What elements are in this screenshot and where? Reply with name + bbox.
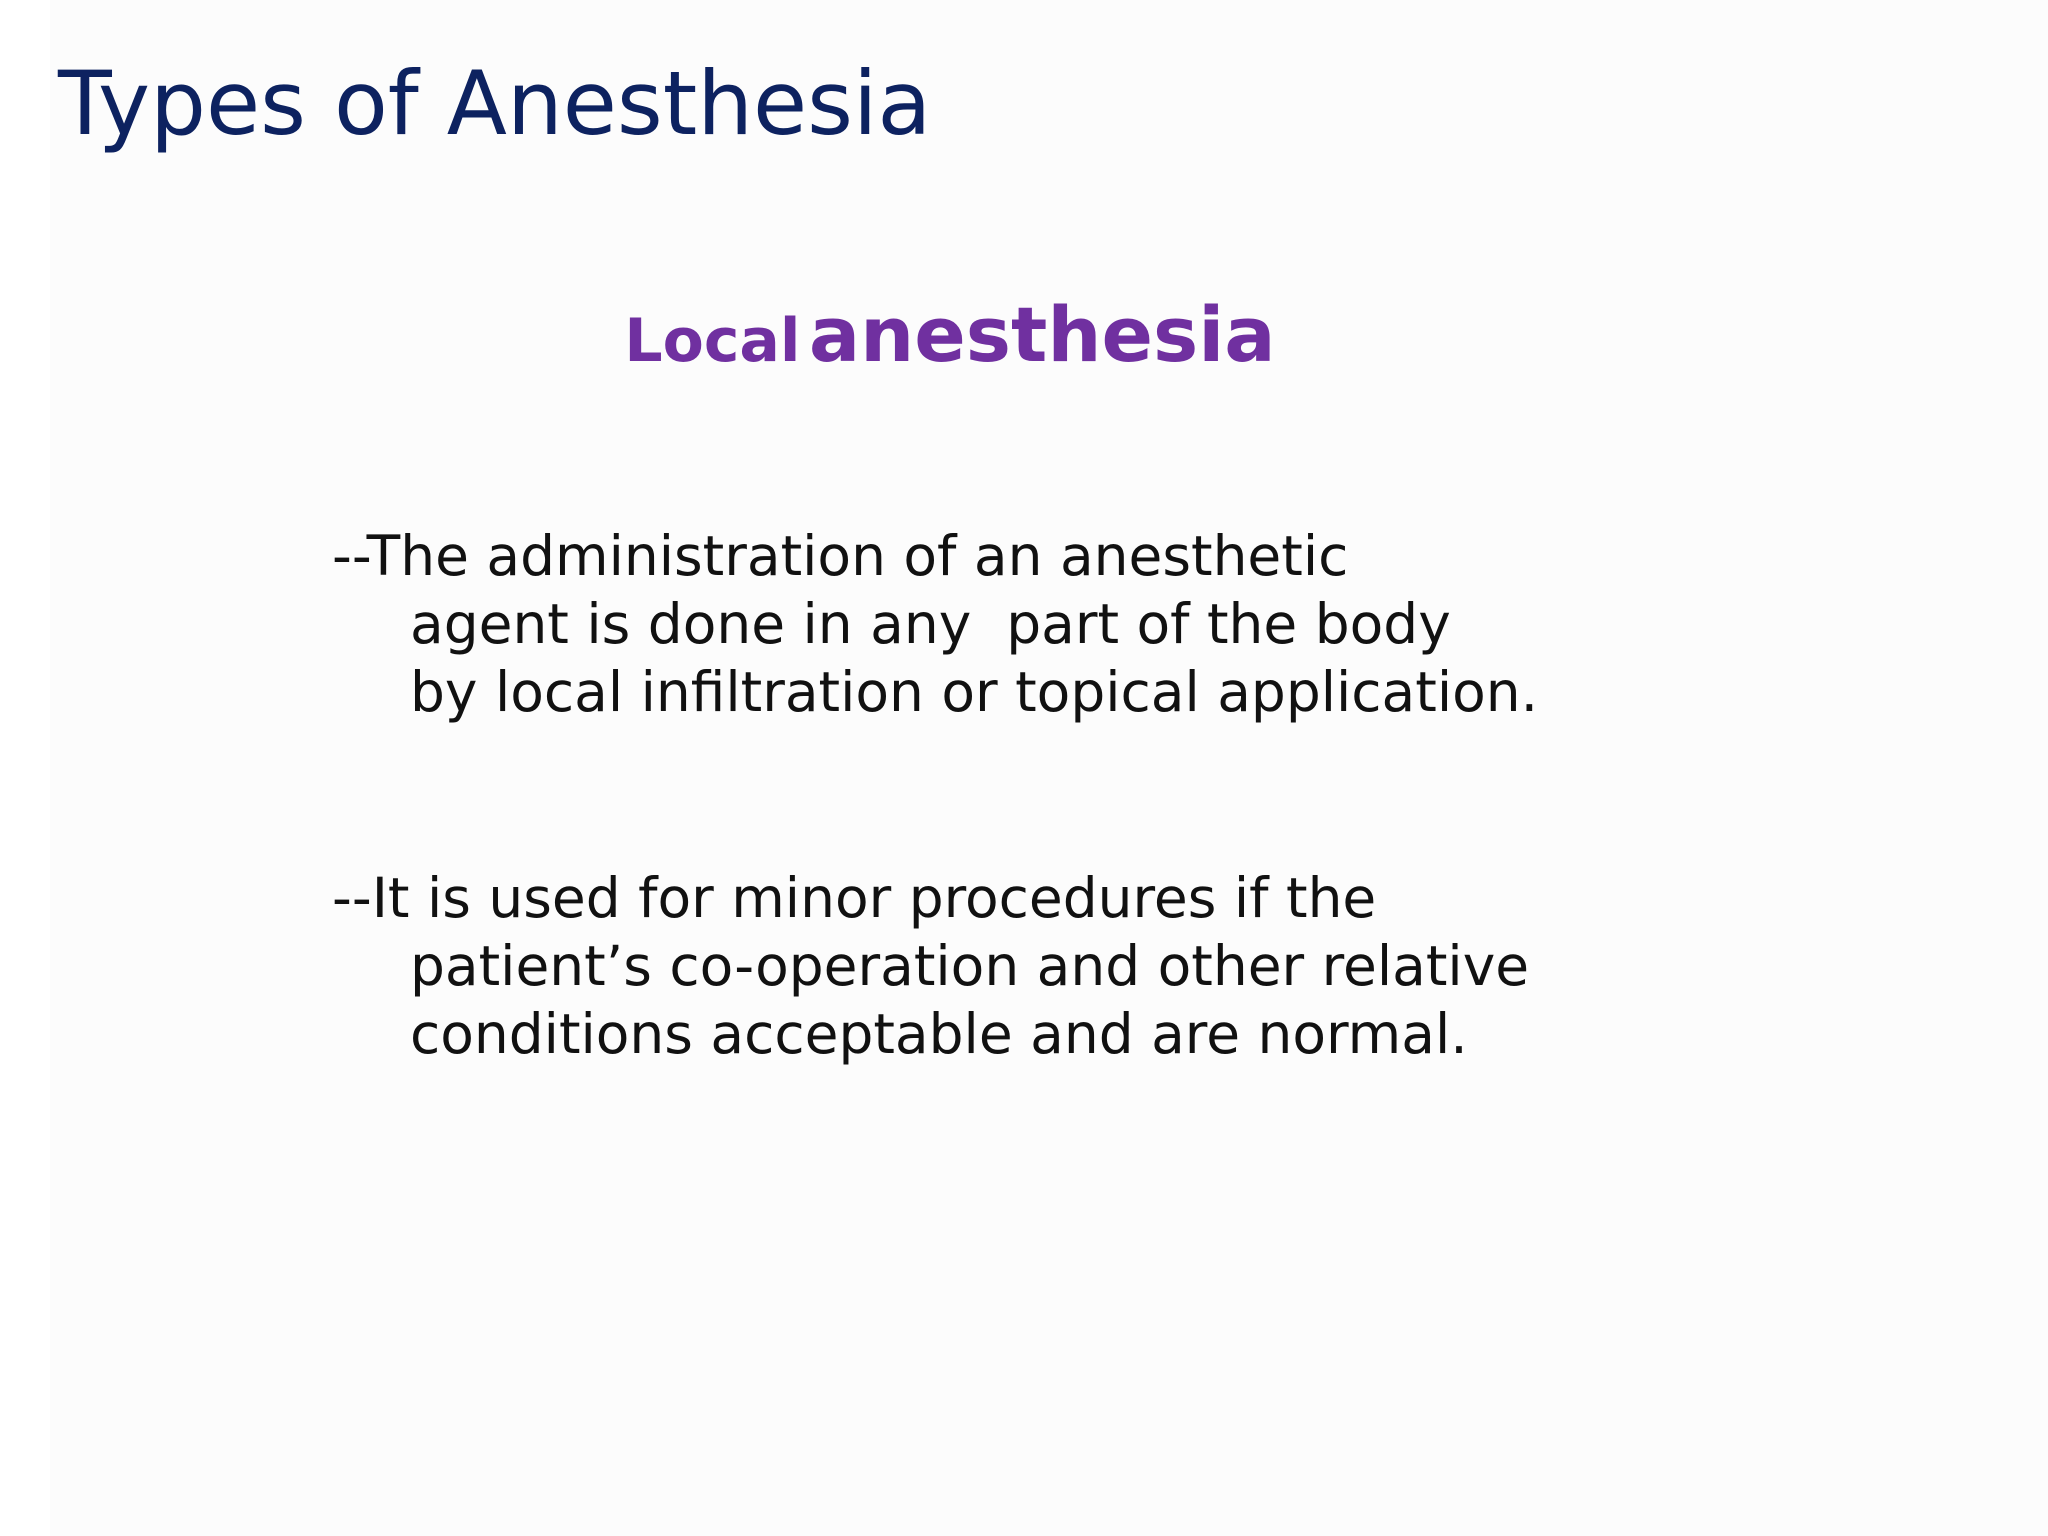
paragraph-line: by local infiltration or topical application. — [410, 660, 1539, 724]
paragraph-usage — [332, 864, 1732, 1068]
paragraph-line: --The administration of an anesthetic — [332, 524, 1349, 588]
subtitle-word-local: Local — [624, 306, 801, 376]
subtitle-word-anesthesia: anesthesia — [808, 290, 1276, 379]
paragraph-definition — [332, 522, 1732, 726]
paragraph-line: conditions acceptable and are normal. — [410, 1002, 1468, 1066]
slide-subtitle — [0, 290, 1900, 379]
paragraph-line: patient’s co-operation and other relative — [410, 934, 1530, 998]
slide-title: Types of Anesthesia — [58, 52, 932, 155]
slide-background — [50, 0, 2048, 1536]
paragraph-line: --It is used for minor procedures if the — [332, 866, 1377, 930]
paragraph-line: agent is done in any part of the body — [410, 592, 1451, 656]
